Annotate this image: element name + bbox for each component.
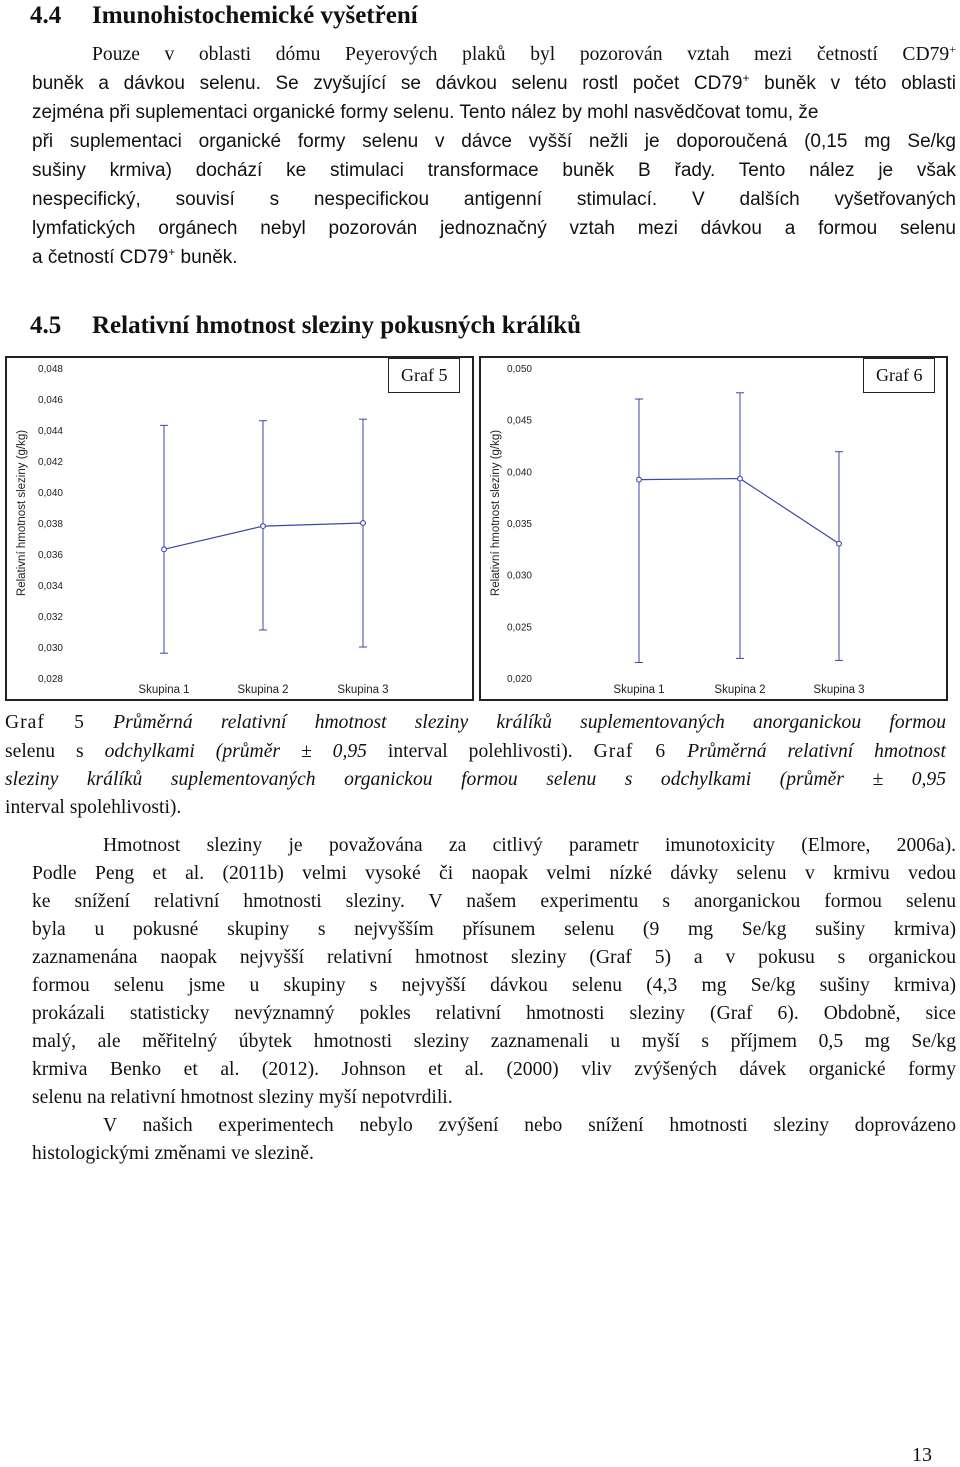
page-number: 13 bbox=[912, 1444, 932, 1466]
data-point bbox=[738, 476, 743, 481]
p1-line: lymfatických orgánech nebyl pozorován jednoznačný vztah mezi dávkou a formou selenu bbox=[32, 218, 956, 239]
y-tick-label: 0,042 bbox=[37, 457, 63, 468]
y-tick-label: 0,032 bbox=[37, 612, 63, 623]
p1-line: sušiny krmiva) dochází ke stimulaci transformace buněk B řady. Tento nález je však bbox=[32, 160, 956, 181]
p1-line: nespecifický, souvisí s nespecifickou antigenní stimulací. V dalších vyšetřovaných bbox=[32, 189, 956, 210]
chart-graf-5 bbox=[5, 356, 474, 701]
p1-line: zejména při suplementaci organické formy selenu. Tento nález by mohl nasvědčovat tomu, že bbox=[32, 102, 819, 123]
y-tick-label: 0,050 bbox=[506, 364, 532, 375]
p2-line: prokázali statisticky nevýznamný pokles relativní hmotnosti sleziny (Graf 6). Obdobně, sice bbox=[32, 1003, 956, 1024]
y-tick-label: 0,046 bbox=[37, 395, 63, 406]
p2-line: Hmotnost sleziny je považována za citlivý parametr imunotoxicity (Elmore, 2006a). bbox=[103, 835, 956, 856]
x-category-label: Skupina 3 bbox=[813, 684, 865, 696]
y-tick-label: 0,020 bbox=[506, 674, 532, 685]
x-category-label: Skupina 1 bbox=[613, 684, 665, 696]
p2-line: byla u pokusné skupiny s nejvyšším přísunem selenu (9 mg Se/kg sušiny krmiva) bbox=[32, 919, 956, 940]
y-tick-label: 0,028 bbox=[37, 674, 63, 685]
p2-line: zaznamenána naopak nejvyšší relativní hmotnost sleziny (Graf 5) a v pokusu s organickou bbox=[32, 947, 956, 968]
p2-line: ke snížení relativní hmotnosti sleziny. V našem experimentu s anorganickou formou selenu bbox=[32, 891, 956, 912]
p1-line: při suplementaci organické formy selenu v dávce vyšší nežli je doporoučená (0,15 mg Se/kg bbox=[32, 131, 956, 152]
y-tick-label: 0,035 bbox=[506, 519, 532, 530]
chart-svg bbox=[7, 358, 472, 699]
p2-line: Podle Peng et al. (2011b) velmi vysoké či naopak velmi nízké dávky selenu v krmivu vedou bbox=[32, 863, 956, 884]
section-heading-4-4 bbox=[30, 2, 418, 30]
figure-caption-line: sleziny králíků suplementovaných organickou formou selenu s odchylkami (průměr ± 0,95 bbox=[5, 769, 946, 790]
section-heading-4-5 bbox=[30, 312, 581, 340]
p3-line: histologickými změnami ve slezině. bbox=[32, 1143, 314, 1164]
series-line bbox=[639, 479, 839, 544]
section-title: Imunohistochemické vyšetření bbox=[92, 2, 418, 29]
p1-line: buněk a dávkou selenu. Se zvyšující se dávkou selenu rostl počet CD79+ buněk v této oblasti bbox=[32, 71, 956, 94]
section-number: 4.5 bbox=[30, 312, 62, 339]
data-point bbox=[837, 541, 842, 546]
chart-svg bbox=[481, 358, 946, 699]
data-point bbox=[637, 477, 642, 482]
y-tick-label: 0,030 bbox=[37, 643, 63, 654]
chart-title: Graf 6 bbox=[863, 358, 935, 393]
x-category-label: Skupina 2 bbox=[237, 684, 289, 696]
figure-caption-line: selenu s odchylkami (průměr ± 0,95 interval polehlivosti). Graf 6 Průměrná relativní hmotnost bbox=[5, 741, 946, 762]
data-point bbox=[261, 524, 266, 529]
y-tick-label: 0,045 bbox=[506, 415, 532, 427]
y-tick-label: 0,040 bbox=[506, 467, 532, 479]
section-title: Relativní hmotnost sleziny pokusných králíků bbox=[92, 312, 581, 339]
y-tick-label: 0,025 bbox=[506, 622, 532, 634]
chart-graf-6 bbox=[479, 356, 948, 701]
x-category-label: Skupina 1 bbox=[138, 684, 190, 696]
chart-title: Graf 5 bbox=[388, 358, 460, 393]
data-point bbox=[361, 521, 366, 526]
section-number: 4.4 bbox=[30, 2, 62, 29]
y-axis-label: Relativní hmotnost sleziny (g/kg) bbox=[16, 429, 28, 597]
caption-graf-6-label: Graf 6 bbox=[593, 741, 667, 762]
y-tick-label: 0,040 bbox=[37, 488, 63, 499]
y-tick-label: 0,030 bbox=[506, 570, 532, 582]
caption-graf-5-label: Graf 5 bbox=[5, 712, 85, 733]
y-tick-label: 0,044 bbox=[37, 426, 63, 437]
y-tick-label: 0,038 bbox=[37, 519, 63, 530]
y-tick-label: 0,034 bbox=[37, 581, 63, 592]
p1-line: a četností CD79+ buněk. bbox=[32, 245, 238, 268]
p2-line: malý, ale měřitelný úbytek hmotnosti sleziny zaznamenali u myší s příjmem 0,5 mg Se/kg bbox=[32, 1031, 956, 1052]
p1-line: Pouze v oblasti dómu Peyerových plaků byl pozorován vztah mezi četností CD79+ bbox=[92, 42, 956, 65]
x-category-label: Skupina 3 bbox=[337, 684, 389, 696]
x-category-label: Skupina 2 bbox=[714, 684, 766, 696]
p2-line: formou selenu jsme u skupiny s nejvyšší dávkou selenu (4,3 mg Se/kg sušiny krmiva) bbox=[32, 975, 956, 996]
p2-line: krmiva Benko et al. (2012). Johnson et al. (2000) vliv zvýšených dávek organické formy bbox=[32, 1059, 956, 1080]
y-tick-label: 0,048 bbox=[37, 364, 63, 375]
p3-line: V našich experimentech nebylo zvýšení nebo snížení hmotnosti sleziny doprovázeno bbox=[103, 1115, 956, 1136]
figure-caption-line: Graf 5 Průměrná relativní hmotnost sleziny králíků suplementovaných anorganickou formou bbox=[5, 712, 946, 733]
y-axis-label: Relativní hmotnost sleziny (g/kg) bbox=[490, 429, 502, 597]
y-tick-label: 0,036 bbox=[37, 550, 63, 561]
figure-caption-line: interval spolehlivosti). bbox=[5, 797, 182, 818]
p2-line: selenu na relativní hmotnost sleziny myší nepotvrdili. bbox=[32, 1087, 453, 1108]
data-point bbox=[162, 547, 167, 552]
